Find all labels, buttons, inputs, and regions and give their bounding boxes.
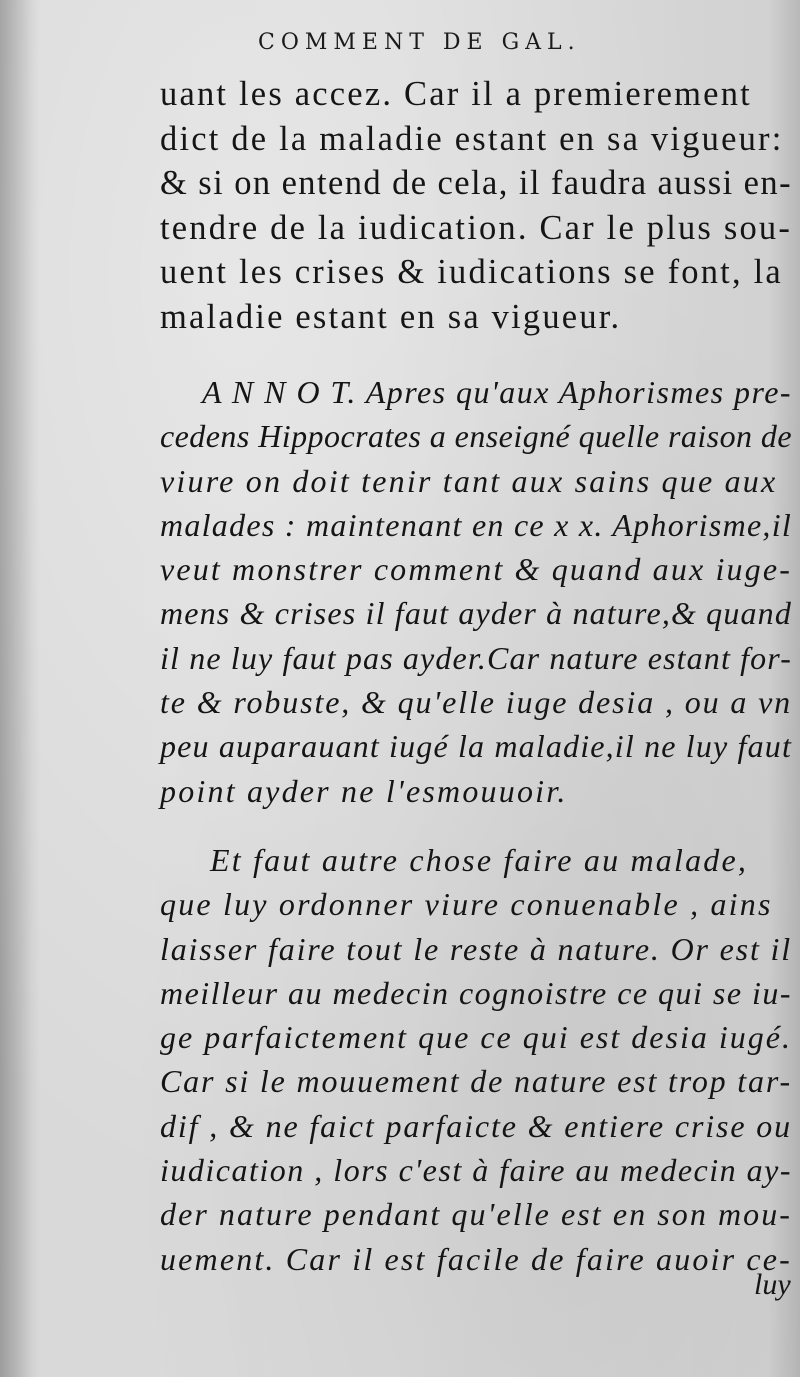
text-line: meilleur au medecin cognoistre ce qui se iu- <box>160 974 792 1011</box>
text-line: tendre de la iudication. Car le plus sou- <box>160 208 793 247</box>
text-line: maladie estant en sa vigueur. <box>160 297 622 336</box>
text-line: mens & crises il faut ayder à nature,& quand <box>160 595 792 632</box>
text-line: ge parfaictement que ce qui est desia iugé. <box>160 1019 793 1056</box>
text-line: malades : maintenant en ce x x. Aphorisme,il <box>160 506 793 543</box>
paragraph-italic-second <box>160 838 792 1281</box>
text-line: peu auparauant iugé la maladie,il ne luy faut <box>160 728 792 765</box>
text-line: viure on doit tenir tant aux sains que aux <box>160 462 778 499</box>
catchword: luy <box>754 1268 791 1301</box>
text-line: dif , & ne faict parfaicte & entiere crise ou <box>160 1107 793 1144</box>
text-line: point ayder ne l'esmouuoir. <box>160 772 568 809</box>
text-line: & si on entend de cela, il faudra aussi en- <box>160 164 792 202</box>
text-line: der nature pendant qu'elle est en son mou- <box>160 1196 793 1233</box>
text-line: uent les crises & iudications se font, la <box>160 253 783 291</box>
text-line: cedens Hippocrates a enseigné quelle raison de <box>160 418 793 455</box>
text-line: uant les accez. Car il a premierement <box>160 75 752 113</box>
text-line: il ne luy faut pas ayder.Car nature estant for- <box>160 639 793 676</box>
text-line: A N N O T. Apres qu'aux Aphorismes pre- <box>202 374 792 410</box>
paragraph-annotation <box>160 370 792 813</box>
text-line: veut monstrer comment & quand aux iuge- <box>160 551 792 588</box>
page-gutter-shadow <box>0 0 40 1377</box>
paragraph-roman <box>160 72 792 339</box>
text-line: laisser faire tout le reste à nature. Or est il <box>160 930 792 967</box>
running-head: COMMENT DE GAL. <box>258 30 581 55</box>
text-line: Et faut autre chose faire au malade, <box>210 842 749 878</box>
text-line: te & robuste, & qu'elle iuge desia , ou a vn <box>160 684 793 721</box>
text-line: Car si le mouuement de nature est trop tar- <box>160 1063 792 1100</box>
text-line: dict de la maladie estant en sa vigueur: <box>160 119 784 158</box>
text-line: iudication , lors c'est à faire au medecin ay- <box>160 1152 793 1189</box>
text-line: uement. Car il est facile de faire auoir ce- <box>160 1240 792 1277</box>
text-line: que luy ordonner viure conuenable , ains <box>160 886 773 923</box>
